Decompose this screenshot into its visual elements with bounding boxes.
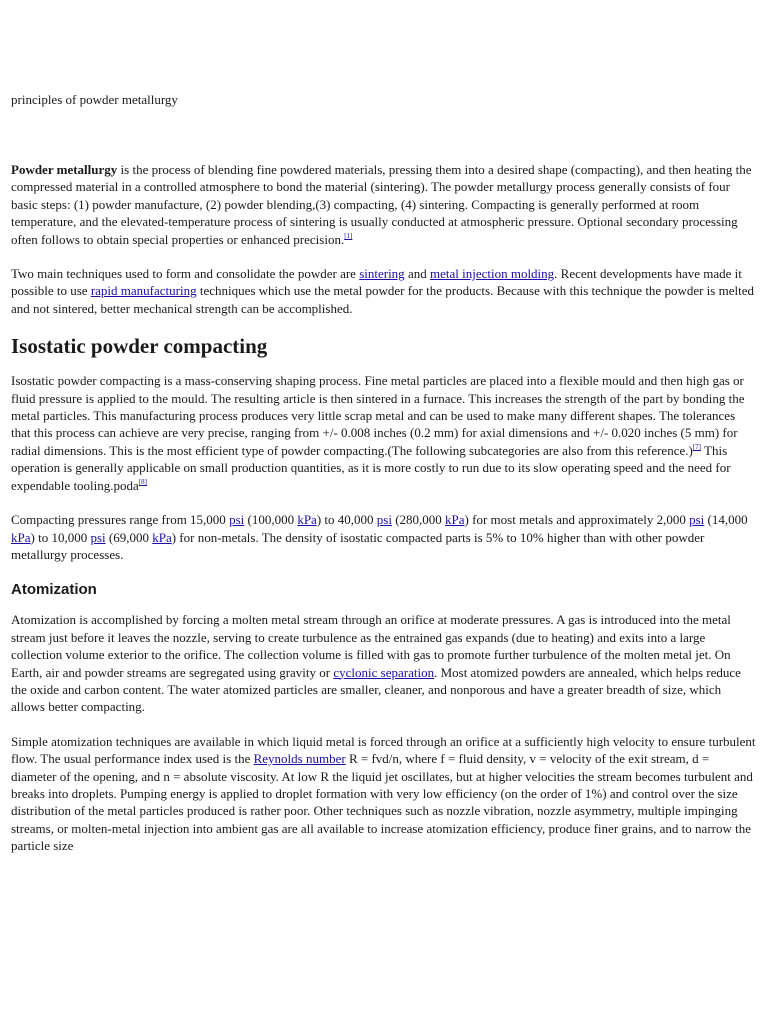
reference-link-8[interactable]: [8] bbox=[138, 477, 147, 486]
heading-isostatic: Isostatic powder compacting bbox=[11, 334, 268, 359]
text-run: (280,000 bbox=[391, 512, 446, 528]
text-run: Isostatic powder compacting is a mass-conserving shaping process. Fine metal particles are placed into a flexible mould and then high gas or fluid pressure is applied to the mould. The resulting article is then sintered in a furnace. This increases the strength of the part by bonding the metal particles. This manufacturing process produces very little scrap metal and can be used to make many different shapes. The tolerances that this process can achieve are very precise, ranging from +/- 0.008 inches (0.2 mm) for axial dimensions and +/- 0.020 inches (5 mm) for radial dimensions. This is the most efficient type of powder compacting.(The following subcategories are also from this reference.) bbox=[11, 373, 745, 458]
atomization-paragraph bbox=[11, 611, 757, 715]
link-kpa[interactable]: kPa bbox=[11, 529, 31, 545]
link-sintering[interactable]: sintering bbox=[359, 266, 405, 282]
text-run: Compacting pressures range from 15,000 bbox=[11, 512, 230, 528]
text-run: . Most atomized powders are annealed, which helps reduce the oxide and carbon content. The water atomized particles are smaller, cleaner, and nonporous and have a greater breadth of size, which allows better compacting. bbox=[11, 664, 741, 715]
text-run: . Recent developments have made it possible to use bbox=[11, 266, 742, 299]
text-run: Simple atomization techniques are available in which liquid metal is forced through an orifice at a sufficiently high velocity to ensure turbulent flow. The usual performance index used is the bbox=[11, 733, 756, 767]
text-run: (100,000 bbox=[244, 512, 298, 528]
reference-link-7[interactable]: [7] bbox=[692, 442, 701, 451]
heading-atomization: Atomization bbox=[11, 581, 97, 599]
text-run: ) to 40,000 bbox=[316, 512, 377, 528]
simple-atomization-paragraph bbox=[11, 733, 757, 855]
link-reynolds-number[interactable]: Reynolds number bbox=[253, 751, 346, 767]
link-psi[interactable]: psi bbox=[689, 512, 705, 528]
link-cyclonic-separation[interactable]: cyclonic separation bbox=[333, 664, 435, 680]
text-run: and bbox=[404, 266, 430, 282]
link-kpa[interactable]: kPa bbox=[445, 512, 465, 528]
link-metal-injection-molding[interactable]: metal injection molding bbox=[429, 266, 555, 282]
document-title: principles of powder metallurgy bbox=[11, 92, 178, 107]
text-run: ) for most metals and approximately 2,000 bbox=[464, 512, 690, 528]
text-run: Atomization is accomplished by forcing a molten metal stream through an orifice at moderate pressures. A gas is introduced into the metal stream just before it leaves the nozzle, serving to create turbulence as the entrained gas expands (due to heating) and exits into a large collection volume exterior to the orifice. The collection volume is filled with gas to promote further turbulence of the molten metal jet. On Earth, air and powder streams are segregated using gravity or bbox=[11, 612, 731, 680]
intro-term: Powder metallurgy bbox=[11, 162, 118, 177]
intro-text: is the process of blending fine powdered materials, pressing them into a desired shape (compacting), and then heating the compressed material in a controlled atmosphere to bond the material (sintering). The powder metallurgy process generally consists of four basic steps: (1) powder manufacture, (2) powder blending,(3) compacting, (4) sintering. Compacting is generally performed at room temperature, and the elevated-temperature process of sintering is usually conducted at atmospheric pressure. Optional secondary processing often follows to obtain special properties or enhanced precision. bbox=[11, 162, 752, 247]
reference-link-1[interactable]: [1] bbox=[344, 231, 353, 240]
text-run: Two main techniques used to form and consolidate the powder are bbox=[11, 266, 360, 282]
text-run: This operation is generally applicable on small production quantities, as it is more costly to run due to its slow operating speed and the need for expendable tooling.poda bbox=[11, 442, 731, 493]
text-run: R = fvd/n, where f = fluid density, v = velocity of the exit stream, d = diameter of the opening, and n = absolute viscosity. At low R the liquid jet oscillates, but at higher velocities the stream becomes turbulent and breaks into droplets. Pumping energy is applied to droplet formation with very low efficiency (on the order of 1%) and control over the size distribution of the metal particles produced is rather poor. Other techniques such as nozzle vibration, nozzle asymmetry, multiple impinging streams, or molten-metal injection into ambient gas are all available to increase atomization efficiency, produce finer grains, and to narrow the particle size bbox=[11, 751, 753, 854]
article-body bbox=[11, 161, 757, 872]
link-psi[interactable]: psi bbox=[376, 512, 392, 528]
link-kpa[interactable]: kPa bbox=[152, 529, 172, 545]
text-run: ) to 10,000 bbox=[30, 529, 91, 545]
text-run: (69,000 bbox=[105, 529, 153, 545]
link-kpa[interactable]: kPa bbox=[297, 512, 317, 528]
link-rapid-manufacturing[interactable]: rapid manufacturing bbox=[90, 283, 197, 299]
pressures-paragraph bbox=[11, 511, 757, 563]
link-psi[interactable]: psi bbox=[90, 529, 106, 545]
text-run: (14,000 bbox=[704, 512, 748, 528]
text-run: ) for non-metals. The density of isostatic compacted parts is 5% to 10% higher than with other powder metallurgy processes. bbox=[11, 529, 705, 562]
text-run: techniques which use the metal powder for the products. Because with this technique the powder is melted and not sintered, better mechanical strength can be accomplished. bbox=[11, 283, 754, 316]
isostatic-paragraph bbox=[11, 372, 757, 494]
techniques-paragraph bbox=[11, 265, 757, 317]
intro-paragraph bbox=[11, 161, 757, 248]
link-psi[interactable]: psi bbox=[229, 512, 245, 528]
